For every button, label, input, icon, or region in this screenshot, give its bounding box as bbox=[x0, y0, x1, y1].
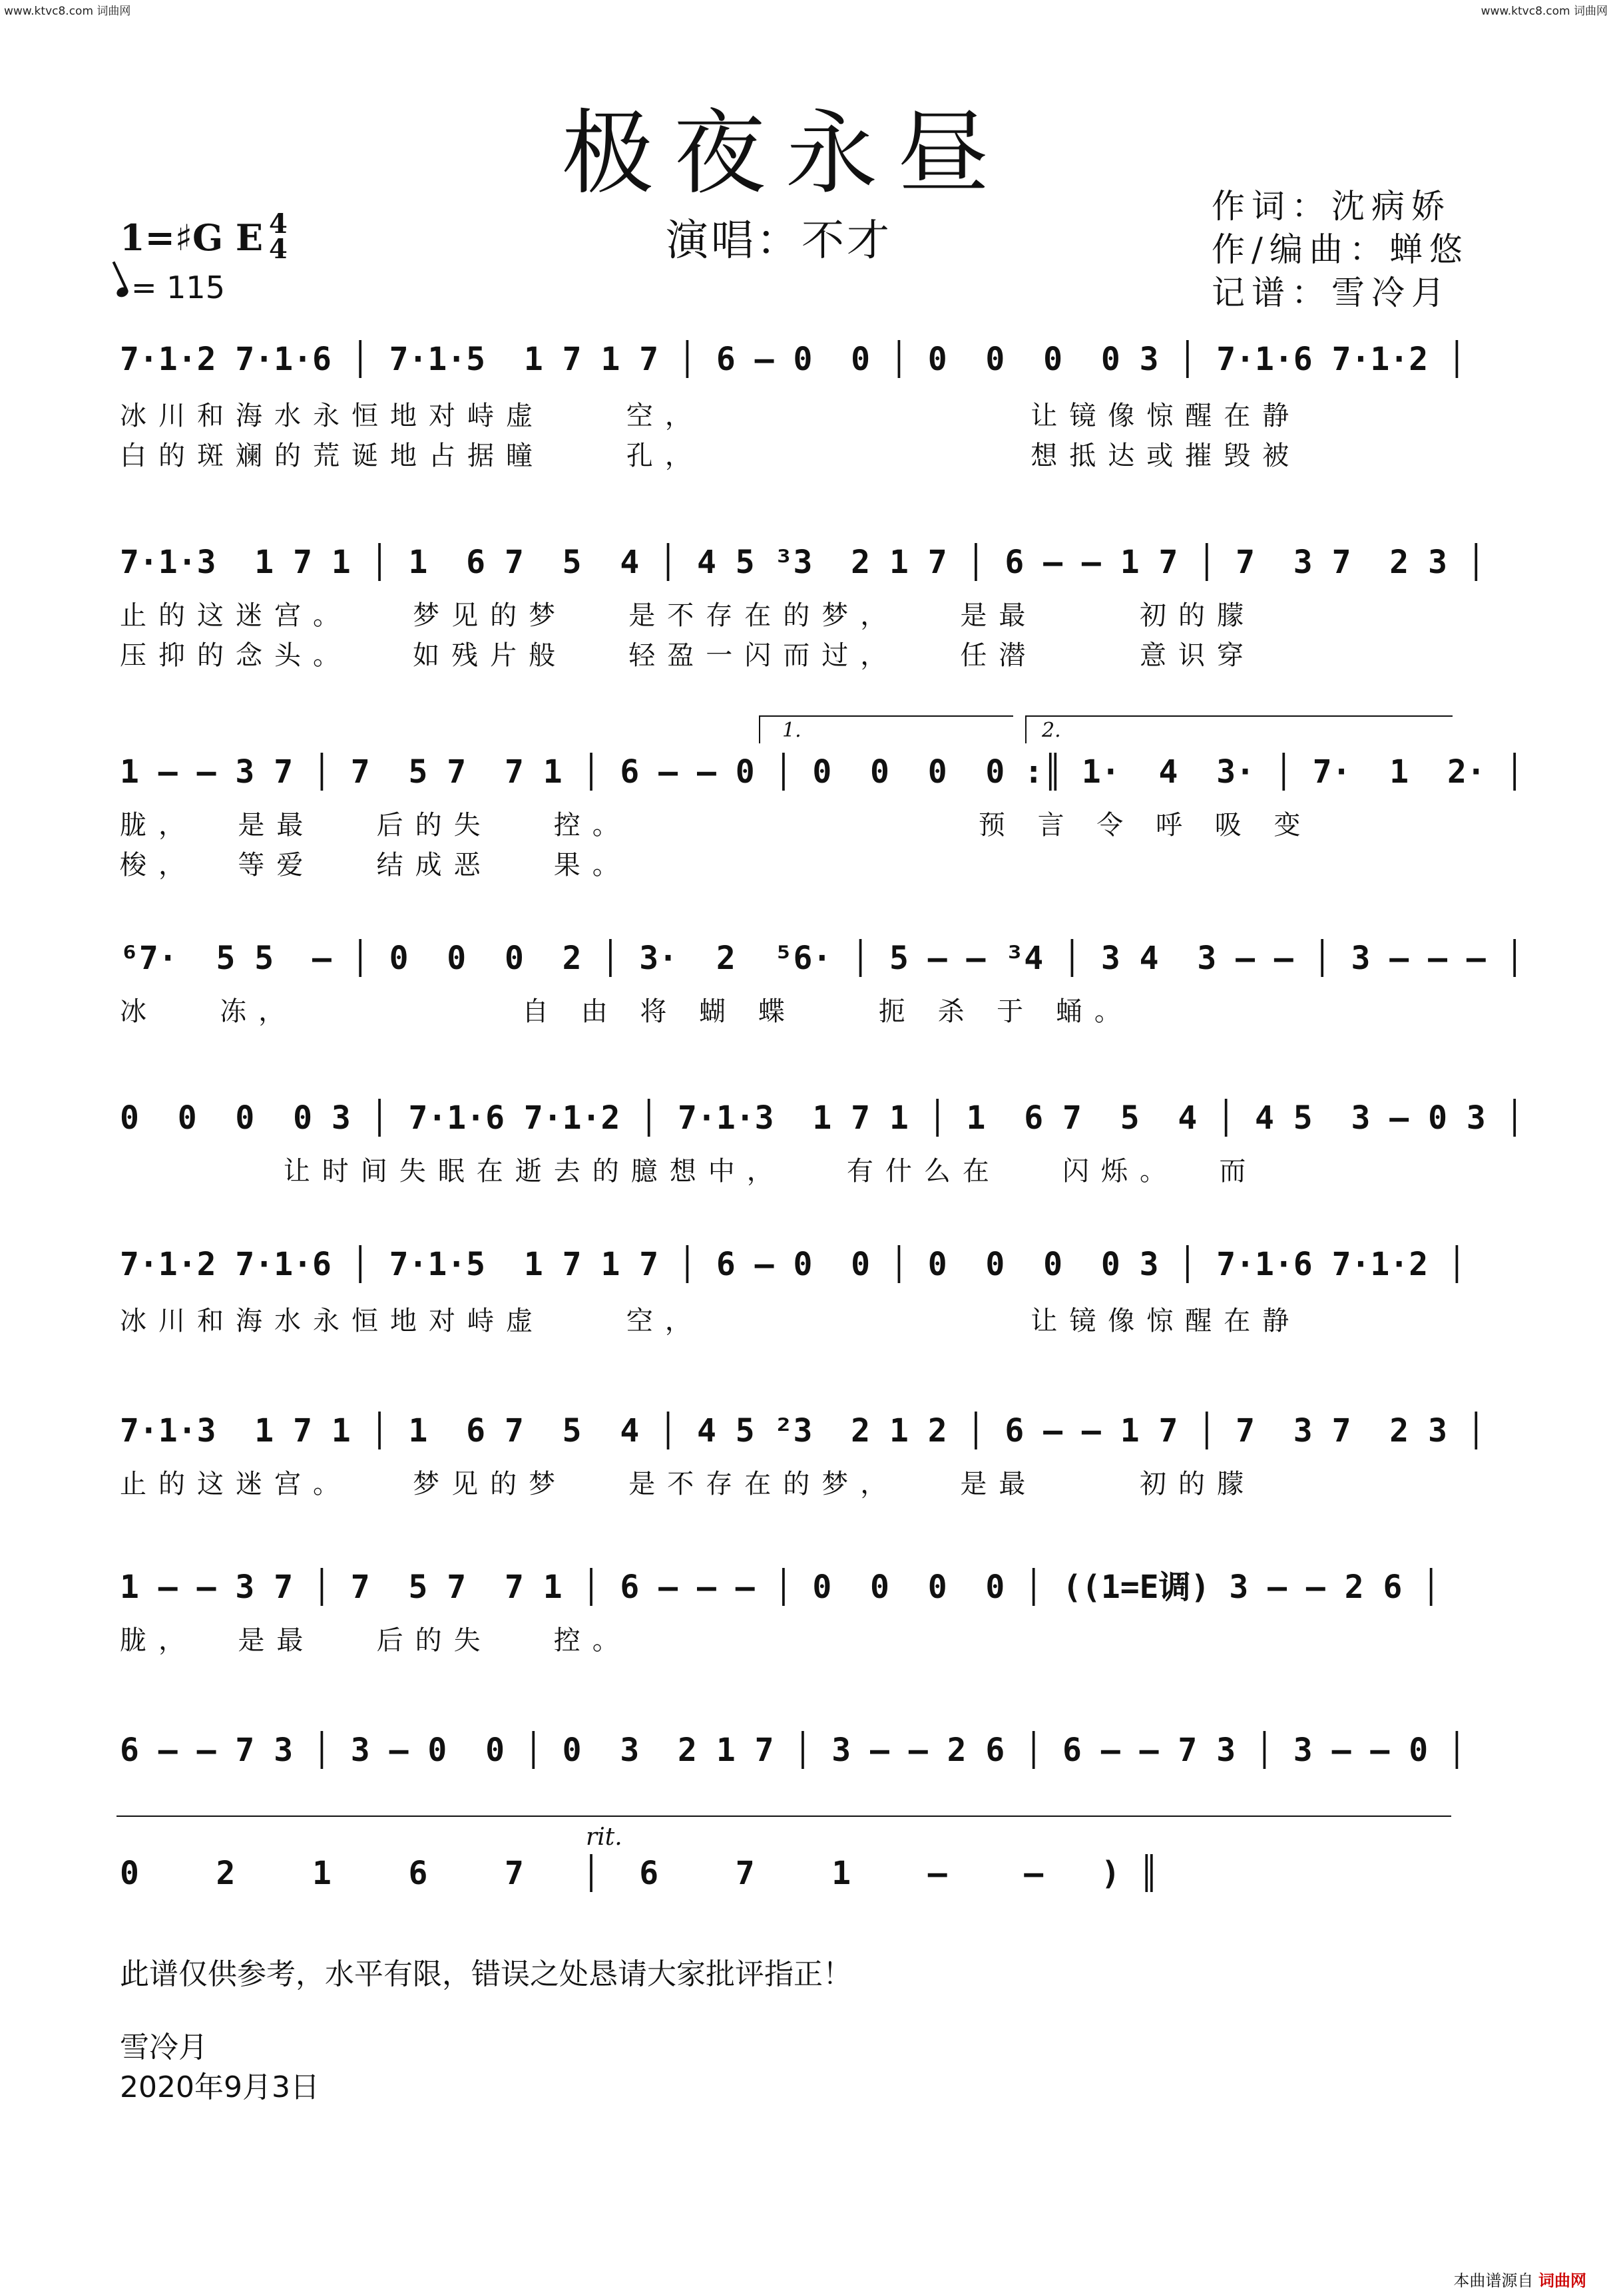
score-system-5-lyrics: 让时间失眠在逝去的臆想中， 有什么在 闪烁。 而 bbox=[120, 1156, 1258, 1187]
volta-bracket-2 bbox=[1025, 715, 1453, 743]
score-system-8-notes: 1 – – 3 7 │ 7 5 7 7 1 │ 6 – – – │ 0 0 0 0 │ ((1=E调) 3 – – 2 6 │ bbox=[120, 1569, 1441, 1606]
score-system-7-notes: 7·1·3 1 7 1 │ 1 6 7 5 4 │ 4 5 ²3 2 1 2 │ 6 – – 1 7 │ 7 3 7 2 3 │ bbox=[120, 1412, 1486, 1449]
tempo-value: = 115 bbox=[131, 270, 225, 305]
transcriber-credit: 记谱：雪冷月 bbox=[1212, 274, 1451, 312]
score-system-10-notes: 0 2 1 6 7 │ 6 7 1 – – ) ║ bbox=[120, 1855, 1159, 1892]
source-watermark-text: 本曲谱源自 bbox=[1453, 2271, 1534, 2290]
key-signature: 1=♯G E bbox=[120, 216, 264, 259]
time-signature-bottom: 4 bbox=[269, 234, 288, 265]
score-system-8-lyrics: 胧， 是最 后的失 控。 bbox=[120, 1625, 631, 1656]
lyricist-credit: 作词：沈病娇 bbox=[1212, 187, 1451, 226]
score-system-9-notes: 6 – – 7 3 │ 3 – 0 0 │ 0 3 2 1 7 │ 3 – – 2 6 │ 6 – – 7 3 │ 3 – – 0 │ bbox=[120, 1732, 1467, 1769]
score-system-2-lyrics-verse-2: 压抑的念头。 如残片般 轻盈一闪而过， 任潜 意识穿 bbox=[120, 640, 1256, 671]
score-system-5-notes: 0 0 0 0 3 │ 7·1·6 7·1·2 │ 7·1·3 1 7 1 │ 1 6 7 5 4 │ 4 5 3 – 0 3 │ bbox=[120, 1099, 1524, 1137]
volta-label-1: 1. bbox=[782, 719, 802, 742]
score-system-2-notes: 7·1·3 1 7 1 │ 1 6 7 5 4 │ 4 5 ³3 2 1 7 │ 6 – – 1 7 │ 7 3 7 2 3 │ bbox=[120, 544, 1486, 581]
footer-date: 2020年9月3日 bbox=[120, 2070, 320, 2104]
source-watermark bbox=[1453, 2267, 1586, 2291]
watermark-top-left: www.ktvc8.com 词曲网 bbox=[4, 5, 131, 18]
score-system-4-notes: ⁶7· 5 5 – │ 0 0 0 2 │ 3· 2 ⁵6· │ 5 – – ³4 │ 3 4 3 – – │ 3 – – – │ bbox=[120, 940, 1524, 977]
ritardando-marking: rit. bbox=[586, 1823, 622, 1851]
score-system-6-lyrics: 冰川和海水永恒地对峙虚 空， 让镜像惊醒在静 bbox=[120, 1306, 1301, 1336]
score-system-6-notes: 7·1·2 7·1·6 │ 7·1·5 1 7 1 7 │ 6 – 0 0 │ 0 0 0 0 3 │ 7·1·6 7·1·2 │ bbox=[120, 1246, 1467, 1283]
score-system-1-notes: 7·1·2 7·1·6 │ 7·1·5 1 7 1 7 │ 6 – 0 0 │ 0 0 0 0 3 │ 7·1·6 7·1·2 │ bbox=[120, 341, 1467, 378]
song-title: 极夜永昼 bbox=[561, 100, 1009, 207]
score-system-2-lyrics-verse-1: 止的这迷宫。 梦见的梦 是不存在的梦， 是最 初的朦 bbox=[120, 600, 1256, 631]
source-watermark-brand: 词曲网 bbox=[1538, 2271, 1586, 2290]
time-signature-top: 4 bbox=[269, 208, 288, 240]
footer-disclaimer: 此谱仅供参考，水平有限，错误之处恳请大家批评指正！ bbox=[120, 1957, 852, 1991]
score-system-1-lyrics-verse-2: 白的斑斓的荒诞地占据瞳 孔， 想抵达或摧毁被 bbox=[120, 441, 1301, 471]
score-system-3-lyrics-verse-1: 胧， 是最 后的失 控。 预 言 令 呼 吸 变 bbox=[120, 810, 1313, 841]
score-system-1-lyrics-verse-1: 冰川和海水永恒地对峙虚 空， 让镜像惊醒在静 bbox=[120, 401, 1301, 431]
composer-credit: 作/编曲：蝉悠 bbox=[1212, 230, 1469, 269]
final-system-top-rule bbox=[116, 1816, 1451, 1817]
volta-label-2: 2. bbox=[1042, 719, 1061, 742]
singer-credit: 演唱：不才 bbox=[666, 216, 892, 266]
score-system-4-lyrics: 冰 冻， 自 由 将 蝴 蝶 扼 杀 于 蛹。 bbox=[120, 996, 1133, 1027]
tempo-marking bbox=[116, 270, 225, 305]
watermark-top-right: www.ktvc8.com 词曲网 bbox=[1481, 5, 1608, 18]
score-system-3-lyrics-verse-2: 梭， 等爱 结成恶 果。 bbox=[120, 850, 631, 880]
time-signature bbox=[269, 208, 288, 265]
quarter-note-icon bbox=[115, 286, 130, 299]
score-system-3-notes: 1 – – 3 7 │ 7 5 7 7 1 │ 6 – – 0 │ 0 0 0 0 :║ 1· 4 3· │ 7· 1 2· │ bbox=[120, 753, 1524, 791]
footer-author: 雪冷月 bbox=[120, 2030, 208, 2064]
score-system-7-lyrics: 止的这迷宫。 梦见的梦 是不存在的梦， 是最 初的朦 bbox=[120, 1469, 1256, 1499]
